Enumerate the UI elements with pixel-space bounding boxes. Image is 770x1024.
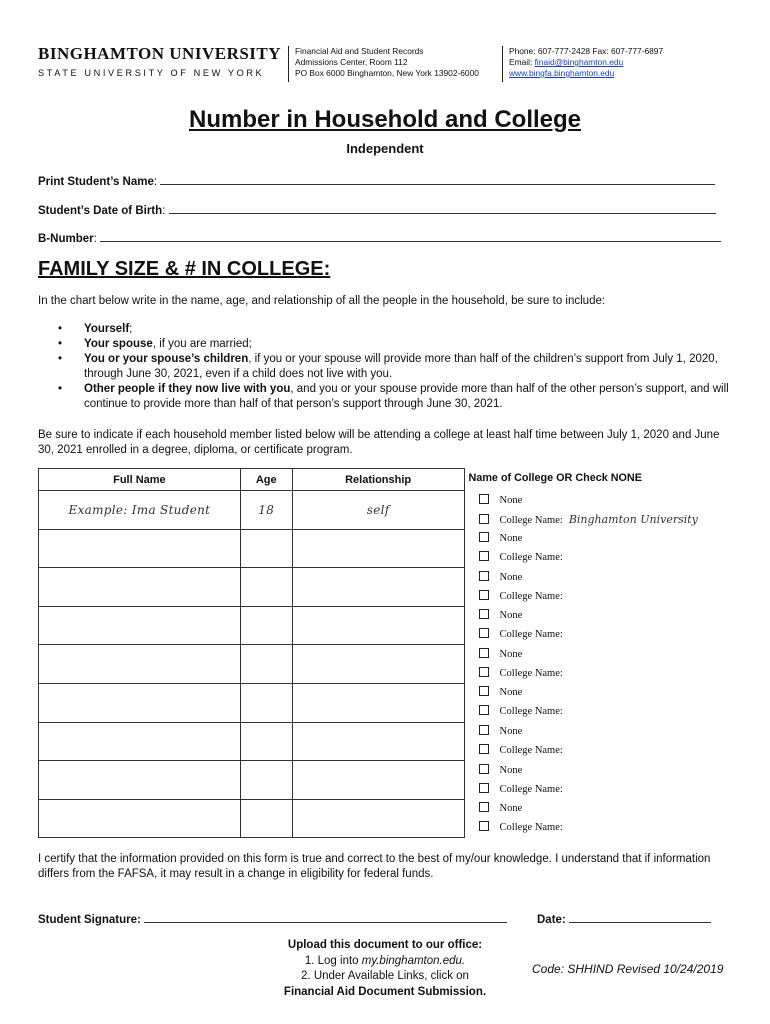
dob-field[interactable]: Student’s Date of Birth:: [38, 203, 716, 217]
age-cell[interactable]: [240, 568, 292, 607]
none-checkbox[interactable]: [479, 609, 489, 619]
none-checkbox[interactable]: [479, 532, 489, 542]
table-row: [39, 529, 732, 568]
relationship-cell[interactable]: [292, 606, 464, 645]
none-option[interactable]: None: [465, 722, 731, 741]
upload-step-1: 1. Log into my.binghamton.edu.: [304, 954, 466, 967]
email-line: [509, 57, 712, 68]
dob-line[interactable]: [169, 203, 716, 214]
table-header-row: [39, 469, 732, 491]
header-college: Name of College OR Check NONE: [468, 471, 642, 484]
intro-text: In the chart below write in the name, age, and relationship of all the people in the household, be sure to include:: [38, 295, 606, 307]
none-option[interactable]: None: [465, 606, 731, 625]
signature-label: Student Signature:: [38, 914, 141, 926]
age-cell[interactable]: [240, 645, 292, 684]
section-heading: FAMILY SIZE & # IN COLLEGE:: [38, 258, 331, 280]
example-relationship[interactable]: self: [292, 491, 464, 530]
university-logo: [38, 44, 282, 78]
college-checkbox[interactable]: [479, 628, 489, 638]
dob-label: Student’s Date of Birth: [38, 205, 163, 217]
college-checkbox[interactable]: [479, 551, 489, 561]
relationship-cell[interactable]: [292, 799, 464, 838]
relationship-cell[interactable]: [292, 645, 464, 684]
upload-instructions: [240, 938, 530, 1000]
list-item: • Yourself;: [58, 322, 738, 337]
website-link[interactable]: www.bingfa.binghamton.edu: [509, 68, 615, 78]
logo-main-text: BINGHAMTON UNIVERSITY: [38, 44, 282, 63]
none-option[interactable]: None: [465, 568, 731, 587]
none-option[interactable]: None: [465, 645, 731, 664]
form-code: Code: SHHIND Revised 10/24/2019: [532, 962, 724, 976]
student-name-label: Print Student’s Name: [38, 176, 154, 188]
example-name[interactable]: Example: Ima Student: [39, 491, 241, 530]
age-cell[interactable]: [240, 799, 292, 838]
table-row: [39, 761, 732, 800]
none-checkbox[interactable]: [479, 764, 489, 774]
none-checkbox[interactable]: [479, 686, 489, 696]
logo-sub-text: STATE UNIVERSITY OF NEW YORK: [38, 68, 265, 78]
relationship-cell[interactable]: [292, 568, 464, 607]
none-checkbox[interactable]: [479, 725, 489, 735]
list-item: • Other people if they now live with you, and you or your spouse provide more than half of the other person’s support, and will continue to provide more than half of that person’s support through June 30, 2021.: [58, 382, 738, 412]
relationship-cell[interactable]: [292, 761, 464, 800]
college-option[interactable]: College Name:: [465, 587, 731, 606]
include-list: [58, 322, 738, 412]
relationship-cell[interactable]: [292, 722, 464, 761]
full-name-cell[interactable]: [39, 529, 241, 568]
bnumber-label: B-Number: [38, 233, 94, 245]
full-name-cell[interactable]: [39, 645, 241, 684]
college-checkbox[interactable]: [479, 744, 489, 754]
full-name-cell[interactable]: [39, 606, 241, 645]
full-name-cell[interactable]: [39, 683, 241, 722]
student-name-line[interactable]: [160, 174, 715, 185]
none-option[interactable]: None: [465, 761, 731, 780]
office-line-2: Admissions Center, Room 112: [295, 57, 408, 67]
email-label: Email:: [509, 57, 535, 67]
table-row: [39, 645, 732, 684]
table-row-example: [39, 491, 732, 530]
page-subtitle: Independent: [346, 141, 424, 156]
email-link[interactable]: finaid@binghamton.edu: [534, 57, 624, 67]
college-cell: [464, 761, 731, 800]
header-full-name: Full Name: [39, 469, 241, 491]
bnumber-field[interactable]: B-Number:: [38, 231, 721, 245]
college-checkbox[interactable]: [479, 705, 489, 715]
bnumber-line[interactable]: [100, 231, 721, 242]
none-option[interactable]: None: [465, 529, 731, 548]
relationship-cell[interactable]: [292, 683, 464, 722]
header-age: Age: [240, 469, 292, 491]
college-checkbox[interactable]: [479, 667, 489, 677]
age-cell[interactable]: [240, 722, 292, 761]
date-line[interactable]: [569, 912, 711, 923]
none-checkbox[interactable]: [479, 494, 489, 504]
college-cell: [464, 799, 731, 838]
college-checkbox[interactable]: [479, 590, 489, 600]
college-option[interactable]: College Name:: [465, 780, 731, 799]
upload-step-2: 2. Under Available Links, click on: [301, 970, 469, 982]
example-age[interactable]: 18: [240, 491, 292, 530]
household-table: [38, 468, 731, 838]
upload-step-3: Financial Aid Document Submission.: [283, 985, 487, 998]
date-label: Date:: [537, 914, 566, 926]
table-row: [39, 683, 732, 722]
college-option[interactable]: College Name:: [465, 702, 731, 721]
none-option[interactable]: None: [465, 683, 731, 702]
page-title: Number in Household and College: [188, 106, 582, 133]
certification-text: I certify that the information provided on this form is true and correct to the best of my/our knowledge. I understand that if information differs from the FAFSA, it may result in a change in eligibility for federal funds.: [38, 853, 711, 880]
full-name-cell[interactable]: [39, 568, 241, 607]
full-name-cell[interactable]: [39, 761, 241, 800]
none-checkbox[interactable]: [479, 571, 489, 581]
table-row: [39, 722, 732, 761]
college-cell: [464, 722, 731, 761]
student-name-field[interactable]: Print Student’s Name:: [38, 174, 715, 188]
list-item: • Your spouse, if you are married;: [58, 337, 738, 352]
college-checkbox[interactable]: [479, 514, 489, 524]
college-option[interactable]: College Name:: [465, 548, 731, 567]
age-cell[interactable]: [240, 606, 292, 645]
none-option[interactable]: None: [465, 799, 731, 818]
header-relationship: Relationship: [292, 469, 464, 491]
college-cell: [464, 683, 731, 722]
signature-line[interactable]: [144, 912, 507, 923]
college-checkbox[interactable]: [479, 783, 489, 793]
college-option[interactable]: College Name:: [465, 664, 731, 683]
date-field[interactable]: [537, 912, 711, 926]
relationship-cell[interactable]: [292, 529, 464, 568]
college-cell: [464, 606, 731, 645]
full-name-cell[interactable]: [39, 722, 241, 761]
office-line-3: PO Box 6000 Binghamton, New York 13902-6000: [295, 68, 479, 78]
portal-link[interactable]: my.binghamton.edu.: [361, 954, 466, 967]
none-checkbox[interactable]: [479, 648, 489, 658]
example-college-name: Binghamton University: [568, 512, 698, 526]
college-cell: [464, 645, 731, 684]
age-cell[interactable]: [240, 761, 292, 800]
age-cell[interactable]: [240, 683, 292, 722]
none-checkbox[interactable]: [479, 802, 489, 812]
office-line-1: Financial Aid and Student Records: [295, 46, 424, 56]
phone-fax: Phone: 607-777-2428 Fax: 607-777-6897: [509, 46, 664, 56]
example-college-cell: [464, 491, 731, 530]
table-row: [39, 606, 732, 645]
college-cell: [464, 568, 731, 607]
office-contact: [502, 46, 712, 82]
college-note: Be sure to indicate if each household member listed below will be attending a college at least half time between July 1, 2020 and June 30, 2021 enrolled in a degree, diploma, or certificate program.: [38, 429, 720, 456]
letterhead: [38, 44, 738, 84]
full-name-cell[interactable]: [39, 799, 241, 838]
office-address: [288, 46, 493, 82]
list-item: • You or your spouse’s children, if you or your spouse will provide more than half of the children’s support from July 1, 2020, through June 30, 2021, even if a child does not live with you.: [58, 352, 738, 382]
signature-field[interactable]: [38, 912, 507, 926]
age-cell[interactable]: [240, 529, 292, 568]
table-row: [39, 568, 732, 607]
college-option[interactable]: College Name:: [465, 625, 731, 644]
college-checkbox[interactable]: [479, 821, 489, 831]
college-option[interactable]: College Name: Binghamton University: [465, 510, 731, 529]
college-cell: [464, 529, 731, 568]
college-option[interactable]: College Name:: [465, 818, 731, 837]
college-option[interactable]: College Name:: [465, 741, 731, 760]
none-option[interactable]: None: [465, 491, 731, 510]
upload-heading: Upload this document to our office:: [287, 939, 483, 951]
table-row: [39, 799, 732, 838]
